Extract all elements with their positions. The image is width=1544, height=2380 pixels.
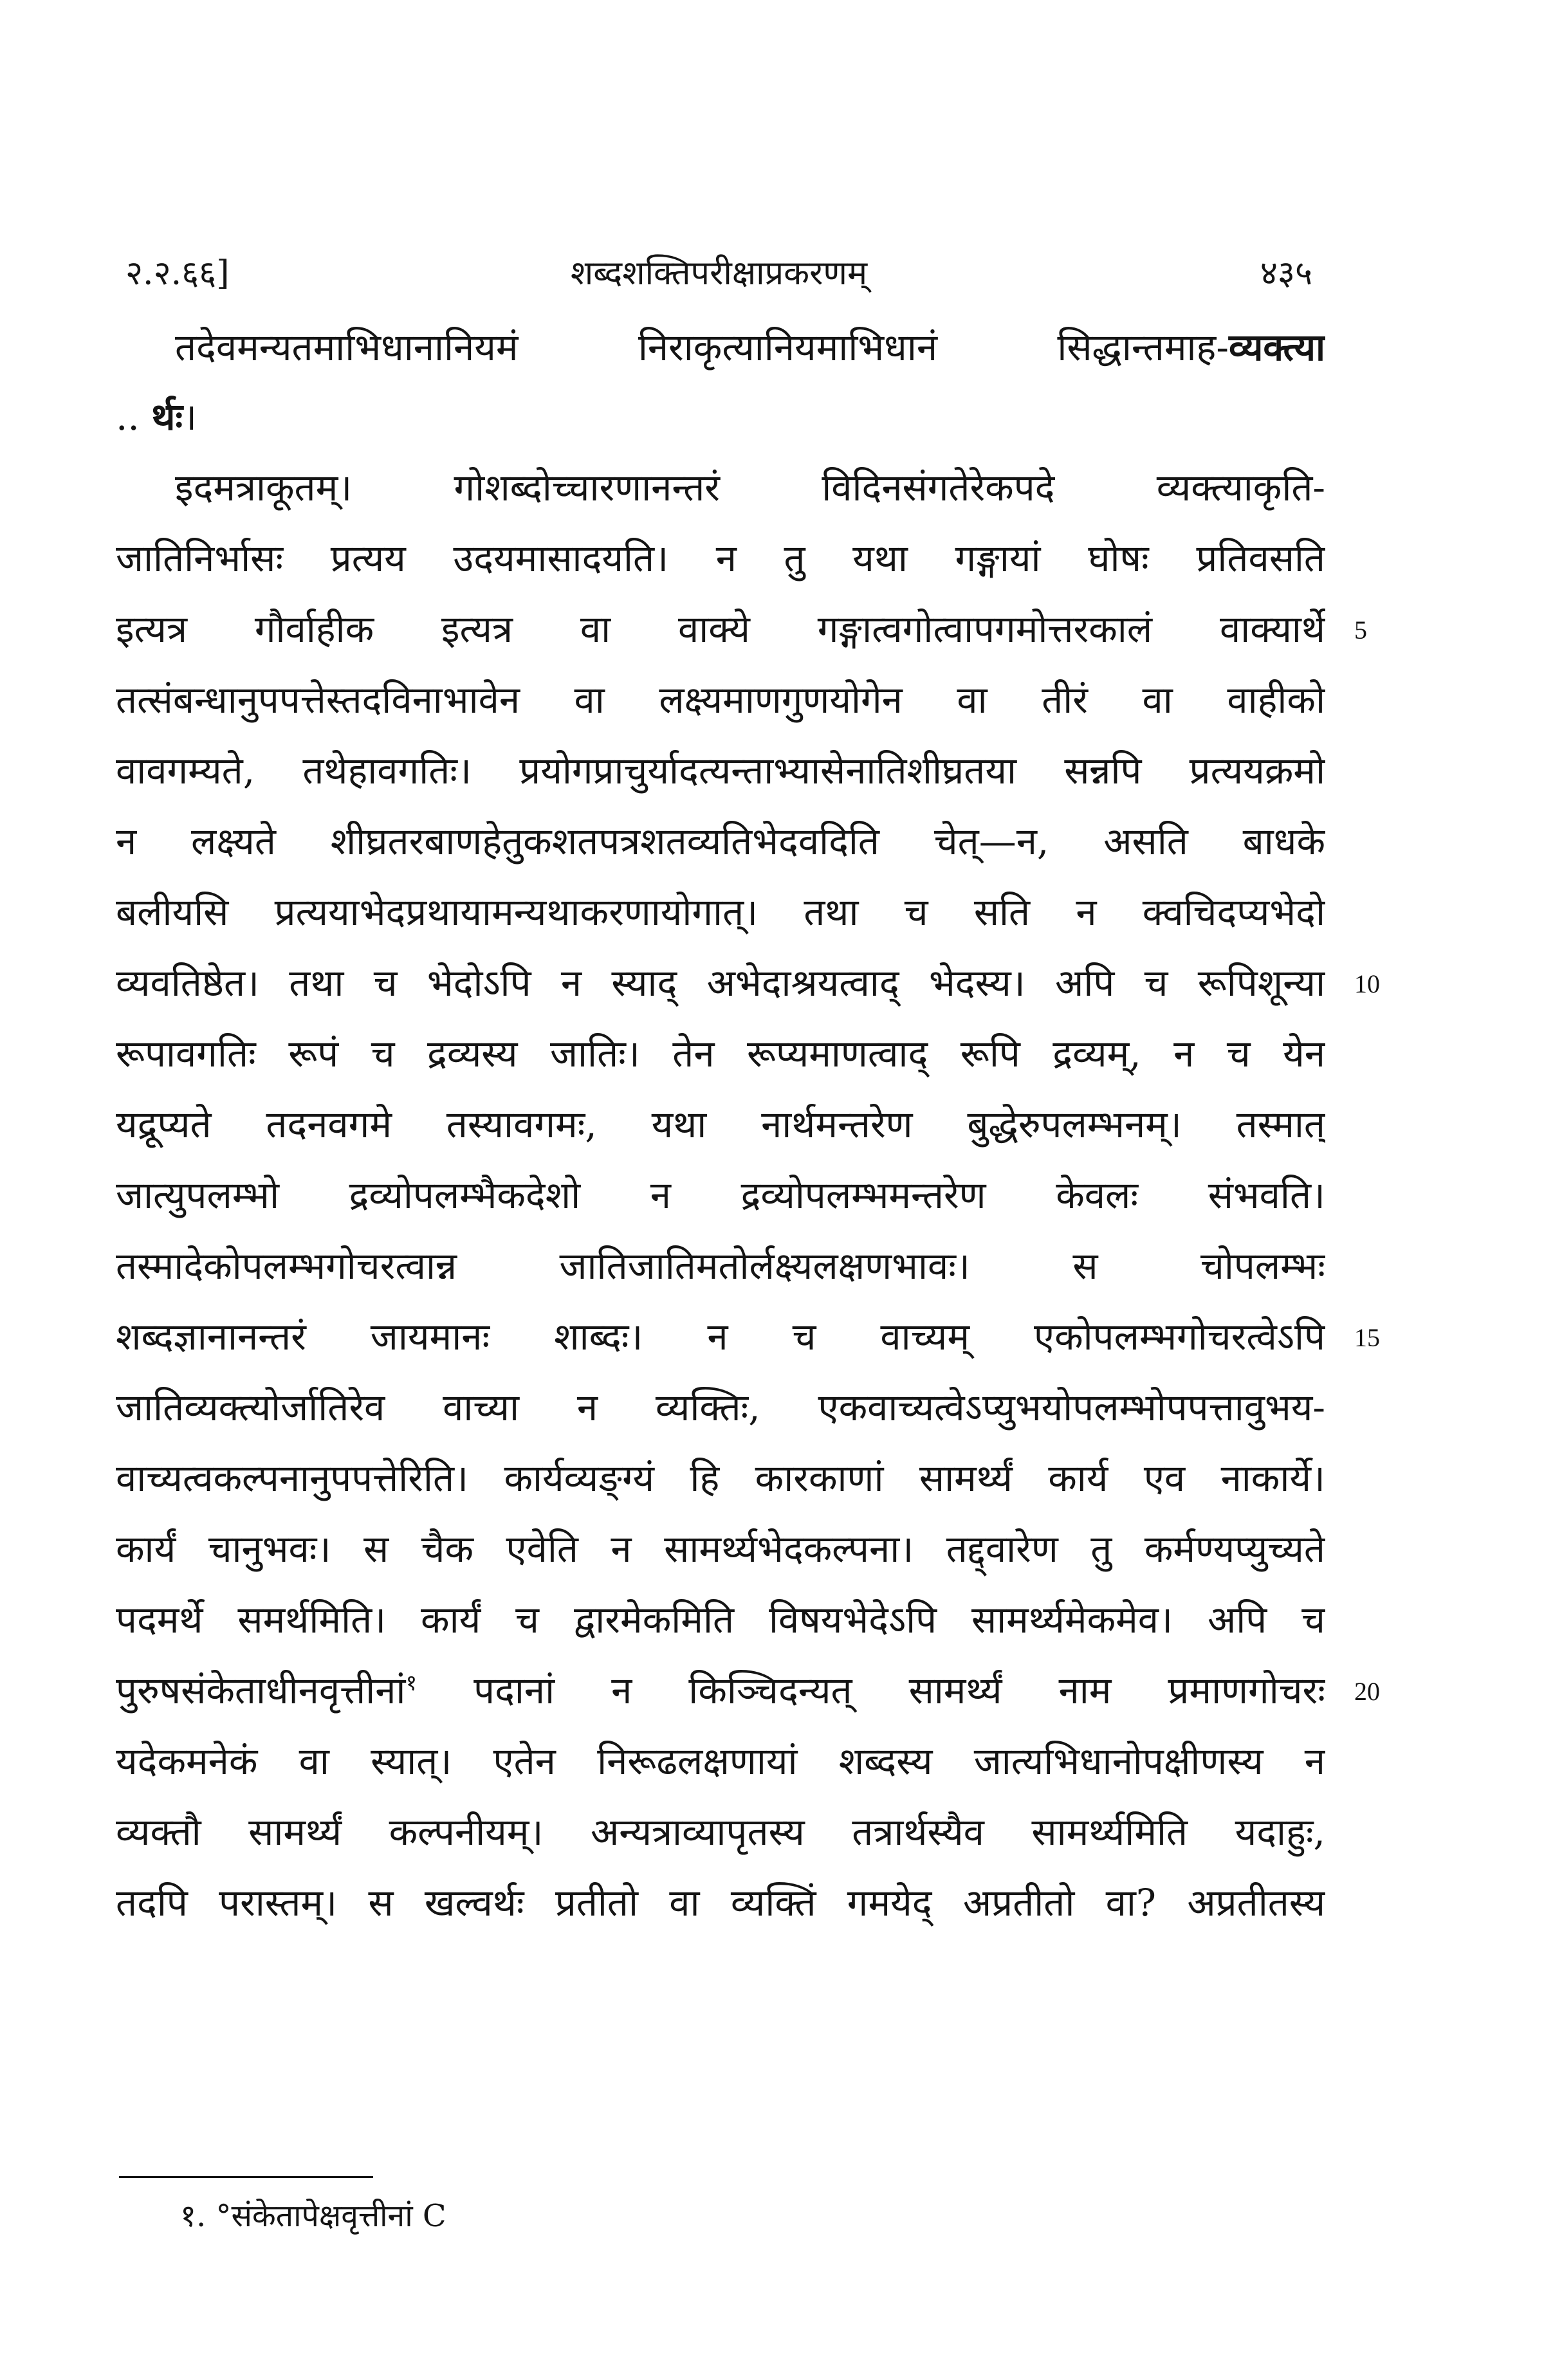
text-line: कार्यं चानुभवः। स चैक एवेति न सामर्थ्यभेदकल्पना। तद्द्वारेण तु कर्मण्यप्युच्यते — [116, 1527, 1325, 1571]
text-line: रूपावगतिः रूपं च द्रव्यस्य जातिः। तेन रूप्यमाणत्वाद् रूपि द्रव्यम्, न च येन — [116, 1032, 1325, 1076]
text-line: यदेकमनेकं वा स्यात्। एतेन निरूढलक्षणायां शब्दस्य जात्यभिधानोपक्षीणस्य न — [116, 1739, 1325, 1783]
text-line: पुरुषसंकेताधीनवृत्तीनां$^१$ पदानां न किञ्चिदन्यत् सामर्थ्यं नाम प्रमाणगोचरः — [116, 1669, 1325, 1712]
page-number: ४३५ — [1260, 254, 1312, 293]
text-line: बलीयसि प्रत्ययाभेदप्रथायामन्यथाकरणायोगात्। तथा च सति न क्वचिदप्यभेदो — [116, 890, 1325, 934]
running-header — [125, 248, 1312, 299]
text-line: शब्दज्ञानानन्तरं जायमानः शाब्दः। न च वाच्यम् एकोपलम्भगोचरत्वेऽपि — [116, 1315, 1325, 1359]
text-line: न लक्ष्यते शीघ्रतरबाणहेतुकशतपत्रशतव्यतिभेदवदिति चेत्—न, असति बाधके — [116, 819, 1325, 863]
text-line: जातिनिर्भासः प्रत्यय उदयमासादयति। न तु यथा गङ्गायां घोषः प्रतिवसति — [116, 536, 1325, 580]
text-line: वाच्यत्वकल्पनानुपपत्तेरिति। कार्यव्यङ्ग्यं हि कारकाणां सामर्थ्यं कार्य एव नाकार्ये। — [116, 1456, 1325, 1500]
text-line: तत्संबन्धानुपपत्तेस्तदविनाभावेन वा लक्ष्यमाणगुणयोगेन वा तीरं वा वाहीको — [116, 678, 1325, 722]
text-line: व्यक्तौ सामर्थ्यं कल्पनीयम्। अन्यत्राव्यापृतस्य तत्रार्थस्यैव सामर्थ्यमिति यदाहुः, — [116, 1810, 1325, 1854]
running-title: शब्दशक्तिपरीक्षाप्रकरणम् — [570, 254, 868, 293]
line-number: 15 — [1354, 1323, 1380, 1352]
footnote-marker: १ — [405, 1670, 418, 1696]
text-line: व्यवतिष्ठेत। तथा च भेदोऽपि न स्याद् अभेदाश्रयत्वाद् भेदस्य। अपि च रूपिशून्या — [116, 961, 1325, 1005]
footnote: १. °संकेतापेक्षवृत्तीनां C — [180, 2198, 446, 2234]
text-line: .. र्थः। — [116, 395, 198, 439]
text-line: तदेवमन्यतमाभिधानानियमं निराकृत्यानियमाभिधानं सिद्धान्तमाह-व्यक्त्या — [175, 325, 1325, 369]
text-line: इत्यत्र गौर्वाहीक इत्यत्र वा वाक्ये गङ्गात्वगोत्वापगमोत्तरकालं वाक्यार्थे — [116, 607, 1325, 651]
text-line: तस्मादेकोपलम्भगोचरत्वान्न जातिजातिमतोर्लक्ष्यलक्षणभावः। स चोपलम्भः — [116, 1244, 1325, 1288]
line-number: 5 — [1354, 616, 1367, 645]
text-line: यद्रूप्यते तदनवगमे तस्यावगमः, यथा नार्थमन्तरेण बुद्धेरुपलम्भनम्। तस्मात् — [116, 1103, 1325, 1146]
text-line: इदमत्राकूतम्। गोशब्दोच्चारणानन्तरं विदिनसंगतेरेकपदे व्यक्त्याकृति- — [175, 466, 1325, 509]
text-line: पदमर्थे समर्थमिति। कार्यं च द्वारमेकमिति विषयभेदेऽपि सामर्थ्यमेकमेव। अपि च — [116, 1598, 1325, 1642]
text-line: वावगम्यते, तथेहावगतिः। प्रयोगप्राचुर्यादत्यन्ताभ्यासेनातिशीघ्रतया सन्नपि प्रत्ययक्रमो — [116, 749, 1325, 792]
line-number: 20 — [1354, 1677, 1380, 1706]
section-reference: २.२.६६] — [125, 254, 230, 293]
text-line: जात्युपलम्भो द्रव्योपलम्भैकदेशो न द्रव्योपलम्भमन्तरेण केवलः संभवति। — [116, 1173, 1325, 1217]
text-line: तदपि परास्तम्। स खल्वर्थः प्रतीतो वा व्यक्तिं गमयेद् अप्रतीतो वा? अप्रतीतस्य — [116, 1881, 1325, 1925]
line-number: 10 — [1354, 969, 1380, 998]
footnote-rule — [119, 2176, 373, 2178]
text-line: जातिव्यक्त्योर्जातिरेव वाच्या न व्यक्तिः, एकवाच्यत्वेऽप्युभयोपलम्भोपपत्तावुभय- — [116, 1386, 1325, 1429]
